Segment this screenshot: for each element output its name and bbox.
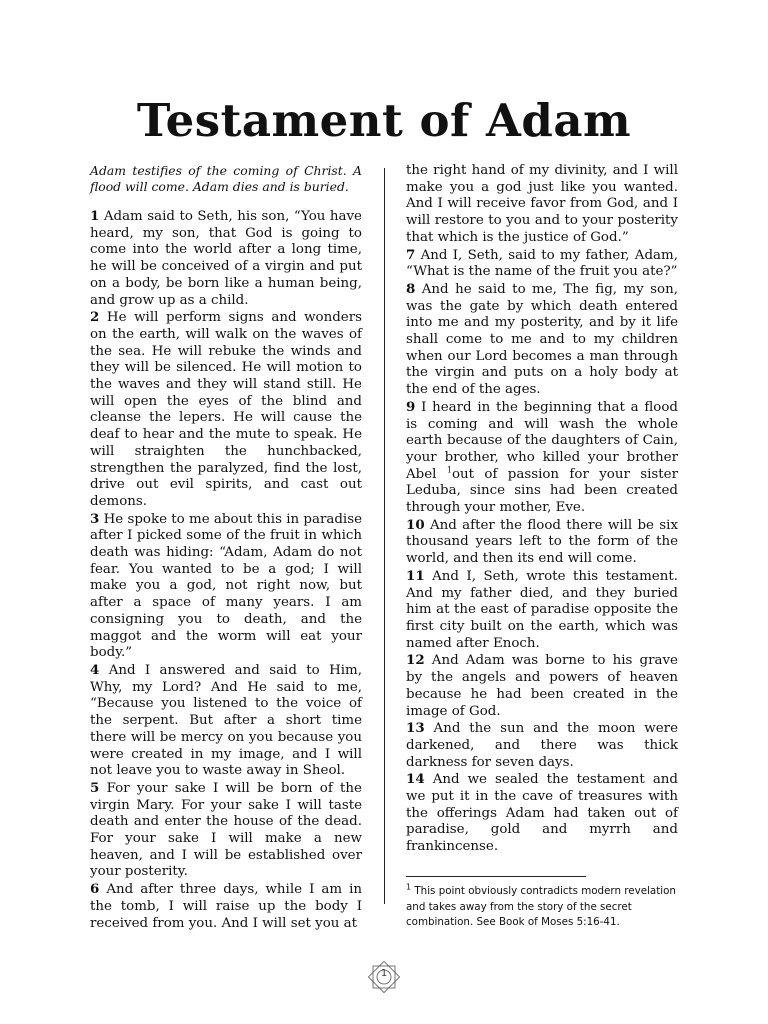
verse-number: 11 (406, 567, 425, 584)
verse-text: And I, Seth, said to my father, Adam, “What is the name of the fruit you ate?” (406, 247, 678, 280)
footnote-text: This point obviously contradicts modern revelation and takes away from the story of the secret combination. See Book of Moses 5:16-41. (406, 885, 676, 928)
verse-text: the right hand of my divinity, and I will make you a god just like you wanted. And I will receive favor from God, and I will restore to you and to your posterity that which is the justice of God.” (406, 163, 678, 245)
verse-text: out of passion for your sister Leduba, since sins had been created through your mother, Eve. (406, 466, 678, 516)
verse-text: And we sealed the testament and we put it in the cave of treasures with the offerings Adam had taken out of paradise, gold and myrrh and frankincense. (406, 772, 678, 855)
verse-number: 9 (406, 398, 416, 415)
verse-2 (90, 309, 362, 510)
verse-9 (406, 399, 678, 517)
page-number: 1 (380, 968, 388, 979)
verse-number: 14 (406, 771, 425, 788)
verse-12 (406, 652, 678, 720)
verse-text: For your sake I will be born of the virgin Mary. For your sake I will taste death and enter the house of the dead. For your sake I will make a new heaven, and I will be established over your posterity. (90, 780, 362, 880)
verse-text: And he said to me, The fig, my son, was the gate by which death entered into me and my posterity, and by it life shall come to me and to my children when our Lord becomes a man through the virgin and puts on a holy body at the end of the ages. (406, 281, 678, 398)
verse-text: And I, Seth, wrote this testament. And my father died, and they buried him at the east of paradise opposite the first city built on the earth, which was named after Enoch. (406, 568, 678, 651)
verse-5 (90, 780, 362, 881)
verse-number: 7 (406, 246, 416, 263)
verse-number: 2 (90, 309, 100, 326)
footnote-marker: 1 (406, 882, 412, 892)
verse-10 (406, 517, 678, 568)
verse-text: And after three days, while I am in the tomb, I will raise up the body I received from you. And I will set you at (90, 882, 362, 931)
verse-text: And after the flood there will be six thousand years left to the form of the world, and then its end will come. (406, 517, 678, 567)
column-divider (384, 168, 385, 904)
verse-3 (90, 511, 362, 662)
verse-4 (90, 662, 362, 780)
verse-1 (90, 208, 362, 309)
verse-text: And I answered and said to Him, Why, my Lord? And He said to me, “Because you listened to the voice of the serpent. But after a short time there will be mercy on you because you were created in my image, and I will not leave you to waste away in Sheol. (90, 662, 362, 779)
verse-number: 6 (90, 881, 100, 898)
verse-6-start (90, 881, 362, 932)
footnote-reference[interactable]: 1 (446, 465, 452, 475)
verse-number: 3 (90, 510, 100, 527)
verse-number: 10 (406, 516, 425, 533)
verse-text: And Adam was borne to his grave by the angels and powers of heaven because he had been created in the image of God. (406, 653, 678, 719)
verse-text: He spoke to me about this in paradise after I picked some of the fruit in which death was hiding: “Adam, Adam do not fear. You wanted to be a god; I will make you a god, not right now, but after a space of many years. I am consigning you to death, and the maggot and the worm will eat your body.” (90, 511, 362, 661)
verse-11 (406, 568, 678, 653)
verse-8 (406, 281, 678, 399)
page-title: Testament of Adam (136, 94, 632, 147)
verse-number: 1 (90, 208, 100, 224)
verse-number: 5 (90, 779, 100, 796)
left-column (90, 163, 362, 932)
verse-number: 13 (406, 720, 425, 737)
verse-number: 12 (406, 652, 425, 669)
verse-text: And the sun and the moon were darkened, and there was thick darkness for seven days. (406, 721, 678, 770)
footnote-separator (406, 876, 586, 877)
verse-number: 8 (406, 280, 416, 297)
verse-7 (406, 247, 678, 281)
verse-13 (406, 720, 678, 771)
verse-number: 4 (90, 661, 100, 678)
right-column (406, 163, 678, 856)
chapter-summary: Adam testifies of the coming of Christ. A flood will come. Adam dies and is buried. (90, 163, 362, 194)
verse-text: I heard in the beginning that a flood is coming and will wash the whole earth because of the daughters of Cain, your brother, who killed your brother Abel (406, 399, 678, 482)
footnote (406, 884, 684, 931)
verse-text: Adam said to Seth, his son, “You have heard, my son, that God is going to come into the world after a long time, he will be conceived of a virgin and put on a body, be born like a human being, and grow up as a child. (90, 209, 362, 308)
verse-14 (406, 771, 678, 856)
verse-text: He will perform signs and wonders on the earth, will walk on the waves of the sea. He will rebuke the winds and they will be silenced. He will motion to the waves and they will stand still. He will open the eyes of the blind and cleanse the lepers. He will cause the deaf to hear and the mute to speak. He will straighten the hunchbacked, strengthen the paralyzed, find the lost, drive out evil spirits, and cast out demons. (90, 310, 362, 509)
verse-6-continued (406, 163, 678, 247)
